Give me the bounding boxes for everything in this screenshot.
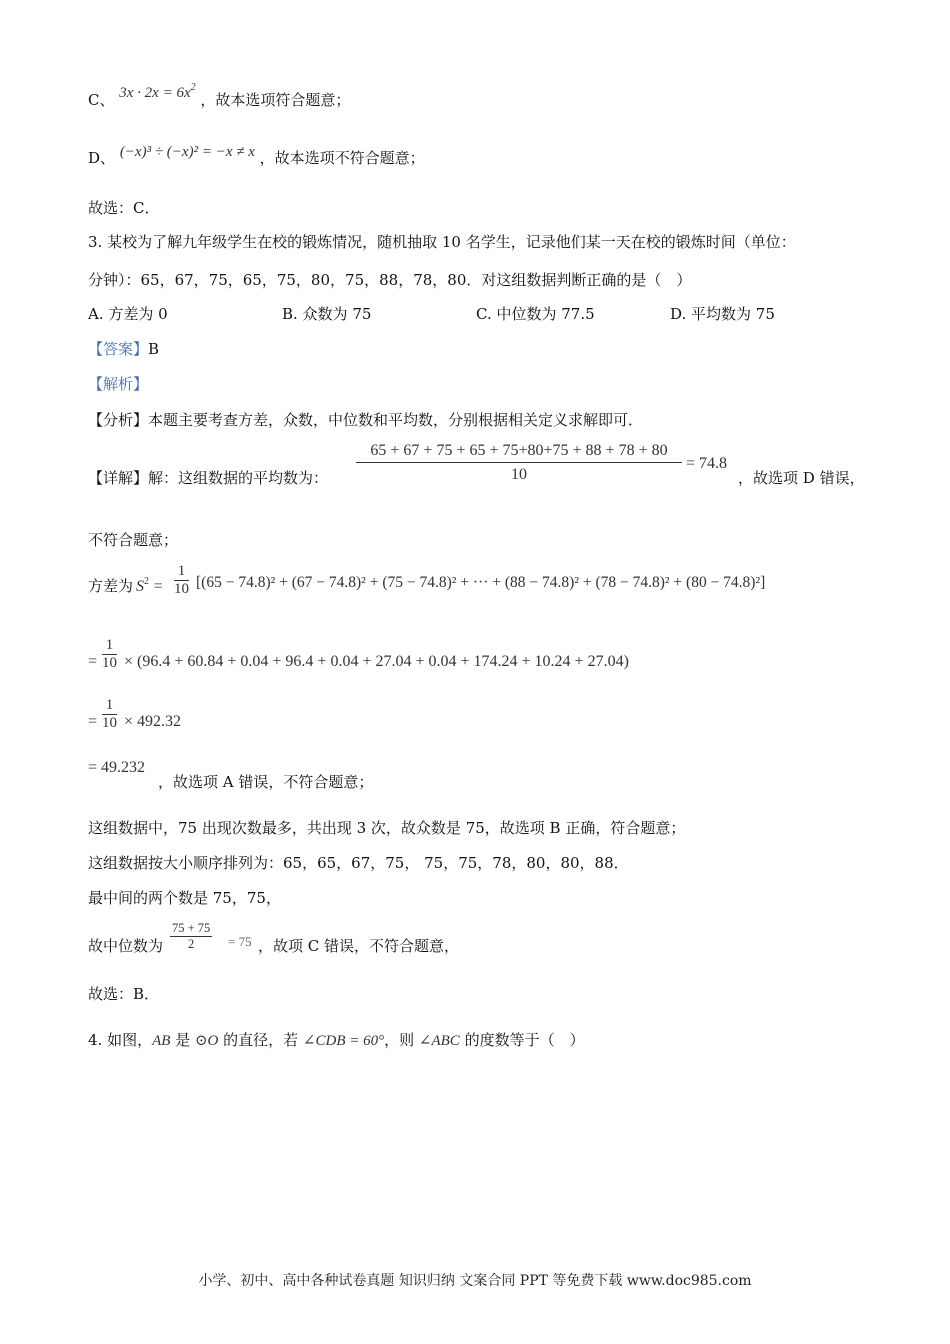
option-c-math: $3x \cdot 2x = 6x^2$	[119, 82, 196, 101]
answer-value: B	[148, 340, 160, 358]
option-d-text: ，故本选项不符合题意；	[259, 149, 425, 167]
detail-prefix: 【详解】解：这组数据的平均数为：	[88, 469, 329, 487]
mean-numerator: 65 + 67 + 75 + 65 + 75+80+75 + 88 + 78 + 80	[370, 442, 668, 459]
question-3-line-2: 分钟）：65，67，75，65，75，80，75，88，78，80．对这组数据判断正确的是（ ）	[88, 271, 692, 289]
segment-ab: AB	[152, 1033, 171, 1049]
median-result: = 75	[228, 934, 252, 949]
median-fraction	[170, 921, 212, 952]
answer-tag: 【答案】	[88, 340, 149, 358]
choice-a: A. 方差为 0	[88, 305, 168, 323]
median-tail: ，故项 C 错误，不符合题意，	[258, 937, 460, 955]
step-1-eq: =	[88, 653, 98, 670]
page-footer: 小学、初中、高中各种试卷真题 知识归纳 文案合同 PPT 等免费下载 www.doc985.com	[198, 1273, 752, 1289]
variance-fraction: 1 10	[174, 563, 189, 597]
not-fit-line: 不符合题意；	[88, 531, 179, 549]
mean-tail: ，故选项 D 错误，	[738, 469, 865, 487]
mode-line: 这组数据中，75 出现次数最多，共出现 3 次，故众数是 75，故选项 B 正确，符合题意；	[88, 819, 686, 837]
selection-c: 故选：C．	[88, 199, 160, 217]
step-2-eq: =	[88, 713, 98, 730]
angle-abc: ∠ABC	[418, 1033, 460, 1049]
variance-symbol: $S^2$ =	[136, 576, 163, 595]
step-2-fraction: 1 10	[102, 697, 117, 731]
question-4-line: 4. 如图，AB 是 ⊙O 的直径，若 ∠CDB = 60°，则 ∠ABC 的度数等于（ ）	[88, 1031, 585, 1049]
step-3-body: = 49.232	[88, 759, 146, 776]
angle-cdb: ∠CDB = 60°	[302, 1033, 385, 1049]
circle-o: ⊙O	[194, 1033, 219, 1049]
answer-line	[88, 339, 159, 359]
option-c-line	[88, 82, 351, 111]
choice-d: D. 平均数为 75	[670, 305, 775, 323]
median-denominator: 2	[188, 937, 195, 951]
variance-prefix: 方差为	[88, 577, 134, 595]
variance-line	[88, 576, 133, 596]
median-prefix: 故中位数为	[88, 937, 164, 955]
detail-mean-line	[88, 468, 328, 488]
analysis-tag: 【解析】	[88, 375, 149, 393]
selection-b: 故选：B．	[88, 985, 160, 1003]
choice-c: C. 中位数为 77.5	[476, 305, 595, 323]
variance-body: [(65 − 74.8)² + (67 − 74.8)² + (75 − 74.8)² + ··· + (88 − 74.8)² + (78 − 74.8)² + (80 − 74.8)²]	[196, 574, 766, 591]
option-d-line	[88, 144, 425, 169]
mean-result: = 74.8	[686, 455, 728, 472]
question-3-line-1: 3. 某校为了解九年级学生在校的锻炼情况，随机抽取 10 名学生，记录他们某一天在校的锻炼时间（单位：	[88, 233, 796, 251]
sorted-line: 这组数据按大小顺序排列为：65，65，67，75， 75，75，78，80，80，88．	[88, 854, 629, 872]
option-c-text: ，故本选项符合题意；	[200, 91, 351, 109]
step-1-fraction: 1 10	[102, 637, 117, 671]
step-3-tail: ，故选项 A 错误，不符合题意；	[158, 773, 374, 791]
option-d-math: (−x)³ ÷ (−x)² = −x ≠ x	[119, 144, 255, 160]
mean-denominator: 10	[511, 466, 527, 483]
step-2-body: × 492.32	[124, 713, 182, 730]
choice-b: B. 众数为 75	[282, 305, 372, 323]
option-c-label: C、	[88, 91, 115, 109]
median-numerator: 75 + 75	[172, 921, 211, 935]
middle-line: 最中间的两个数是 75，75，	[88, 889, 281, 907]
mean-fraction	[356, 440, 682, 487]
analysis-summary: 【分析】本题主要考查方差，众数，中位数和平均数，分别根据相关定义求解即可．	[88, 411, 644, 429]
option-d-label: D、	[88, 149, 116, 167]
step-1-body: × (96.4 + 60.84 + 0.04 + 96.4 + 0.04 + 27.04 + 0.04 + 174.24 + 10.24 + 27.04)	[124, 653, 629, 670]
